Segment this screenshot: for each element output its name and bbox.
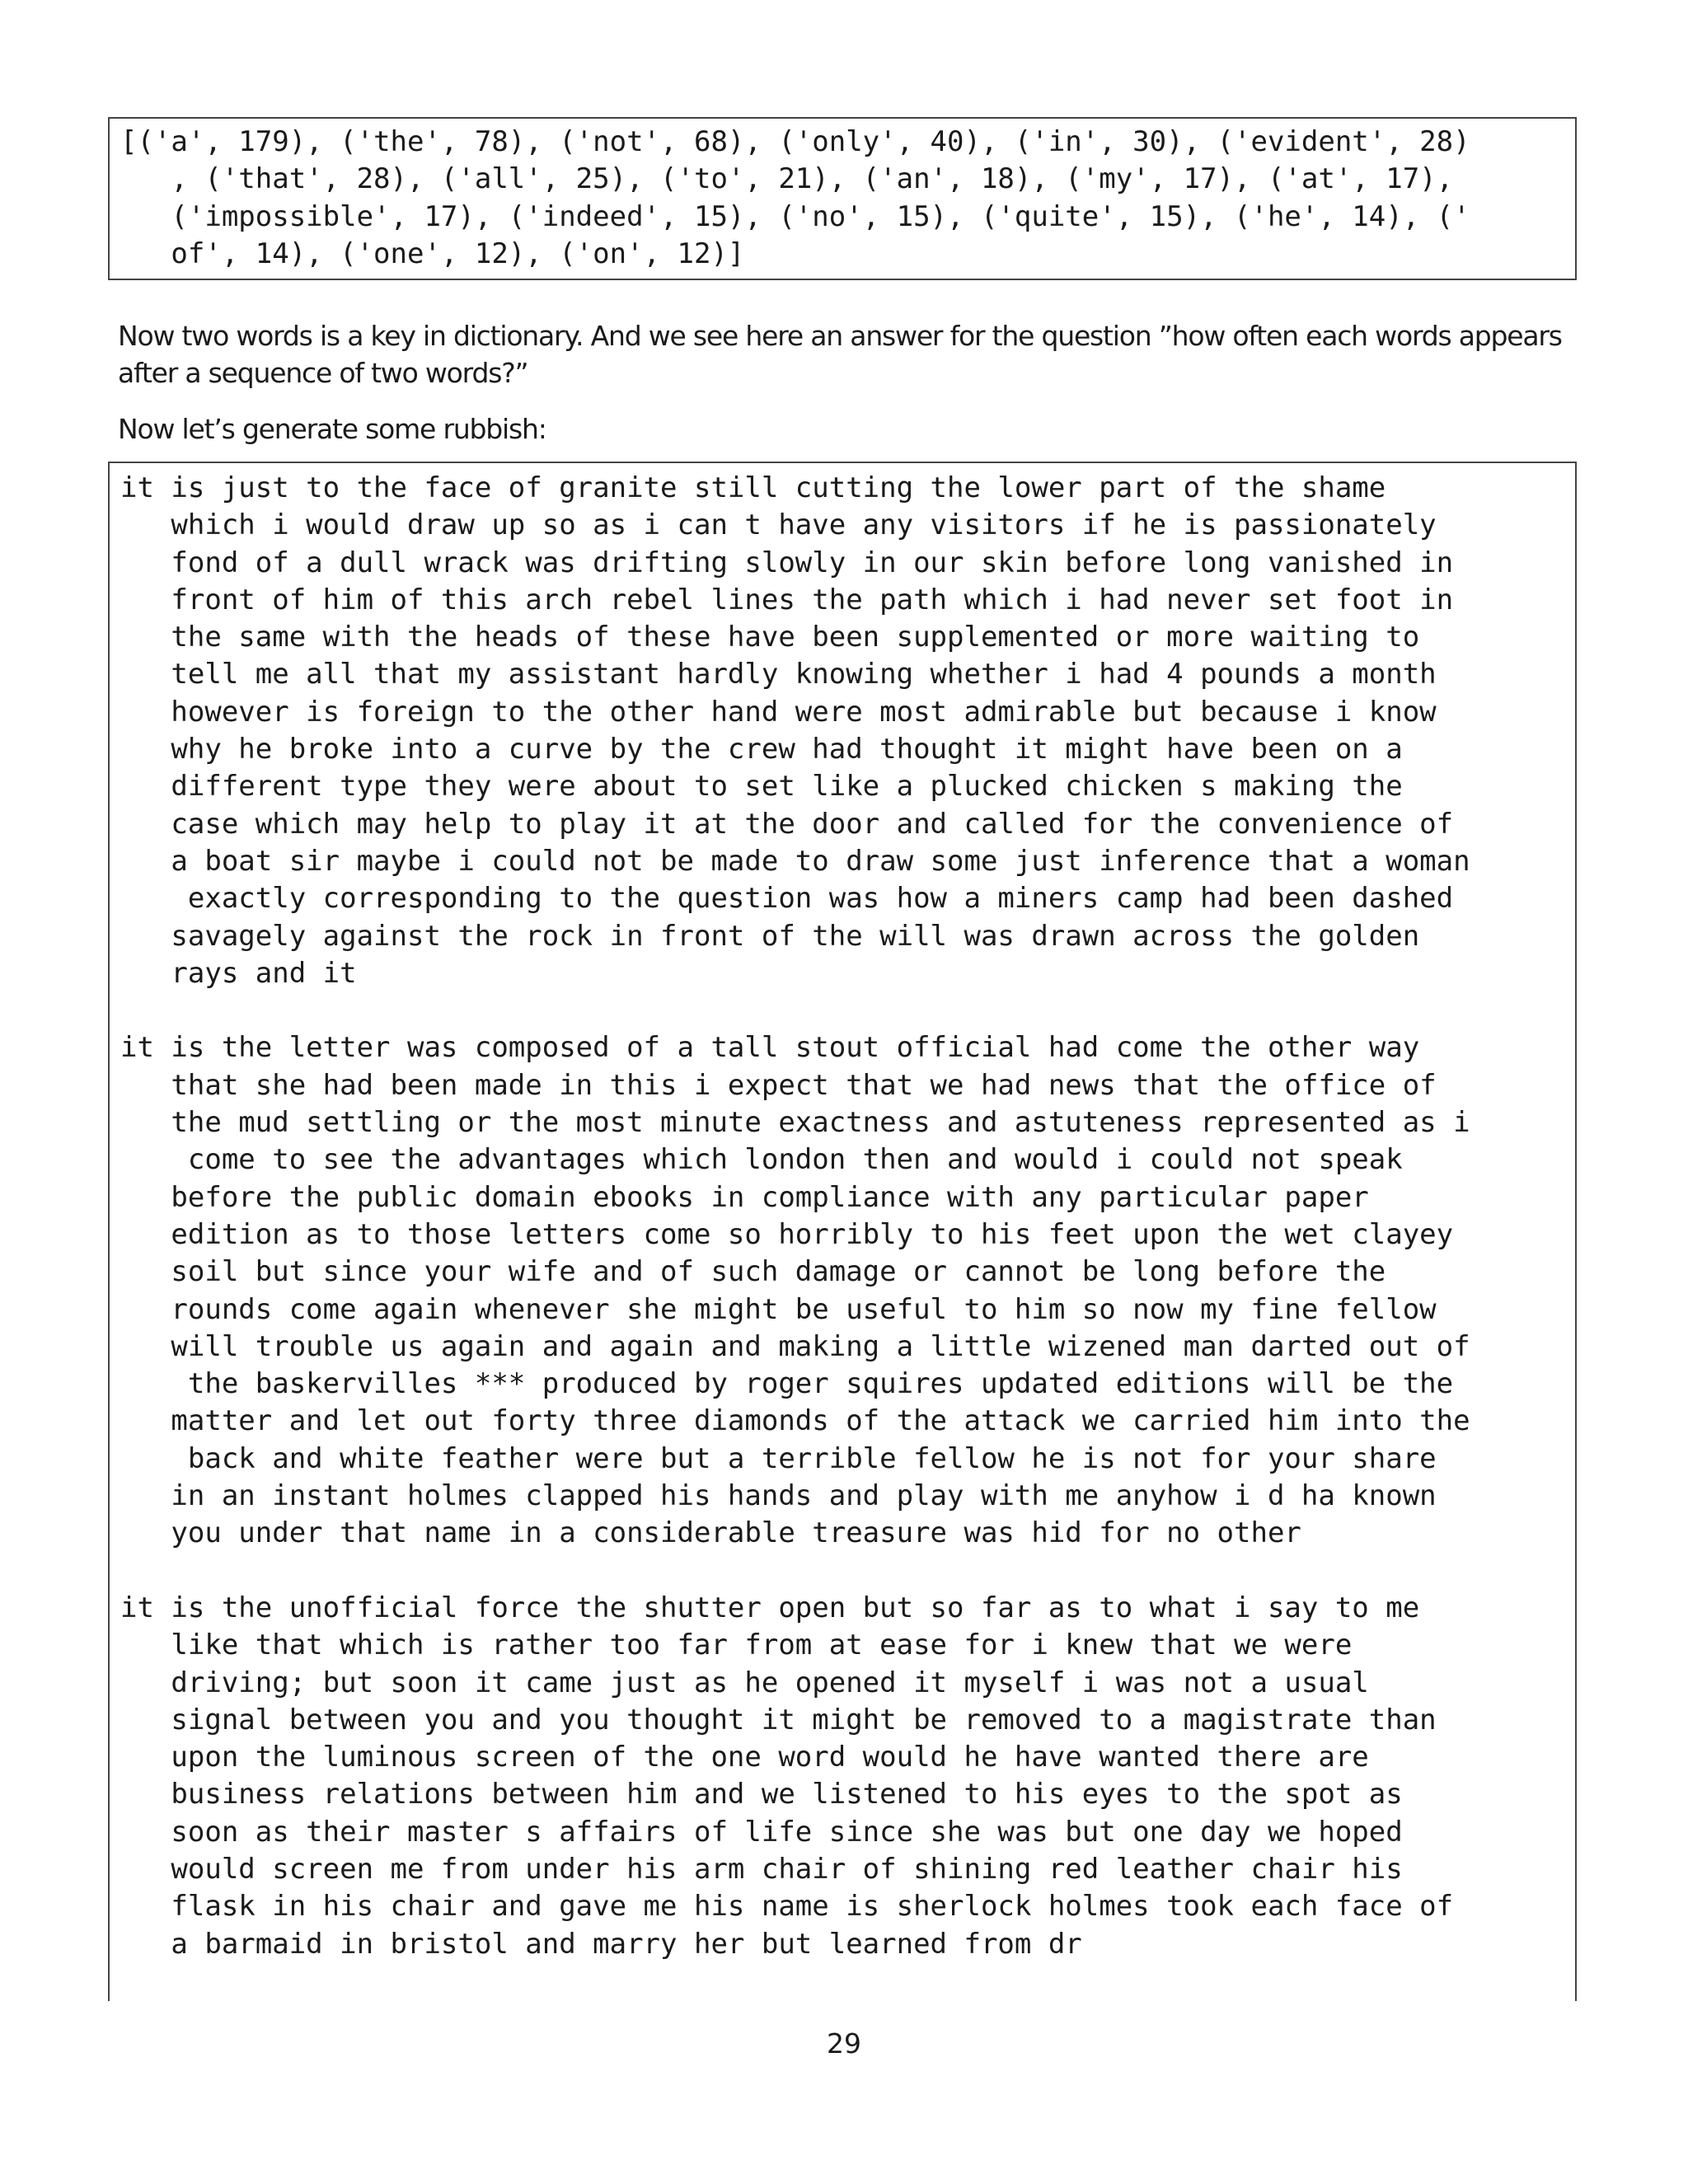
page-number: 29 [827, 2027, 861, 2060]
code-line: front of him of this arch rebel lines the path which i had never set foot in [120, 583, 1454, 616]
code-line: soon as their master s affairs of life since she was but one day we hoped [120, 1815, 1403, 1849]
code-line: flask in his chair and gave me his name is sherlock holmes took each face of [120, 1890, 1454, 1924]
code-line: will trouble us again and again and making a little wizened man darted out of [120, 1329, 1470, 1363]
code-line: upon the luminous screen of the one word would he have wanted there are [120, 1741, 1369, 1774]
body-paragraph: Now two words is a key in dictionary. And we see here an answer for the question ”how often each words appears after a sequence of two words?” [118, 320, 1562, 389]
paragraph-gap [120, 1553, 1575, 1590]
code-line: that she had been made in this i expect that we had news that the office of [120, 1068, 1437, 1102]
code-line: case which may help to play it at the door and called for the convenience of [120, 807, 1454, 841]
code-line: however is foreign to the other hand were most admirable but because i know [120, 695, 1437, 729]
code-line: edition as to those letters come so horribly to his feet upon the wet clayey [120, 1217, 1454, 1251]
code-line: of', 14), ('one', 12), ('on', 12)] [120, 237, 745, 270]
code-line: soil but since your wife and of such damage or cannot be long before the [120, 1255, 1386, 1289]
code-line: in an instant holmes clapped his hands and play with me anyhow i d ha known [120, 1479, 1437, 1513]
code-line: signal between you and you thought it might be removed to a magistrate than [120, 1703, 1437, 1736]
code-line: [('a', 179), ('the', 78), ('not', 68), ('only', 40), ('in', 30), ('evident', 28) [120, 125, 1470, 158]
code-line: ('impossible', 17), ('indeed', 15), ('no', 15), ('quite', 15), ('he', 14), (' [120, 199, 1470, 233]
code-line: like that which is rather too far from at ease for i knew that we were [120, 1629, 1353, 1662]
code-line: why he broke into a curve by the crew had thought it might have been on a [120, 733, 1403, 766]
code-line: different type they were about to set like a plucked chicken s making the [120, 770, 1403, 804]
code-line: matter and let out forty three diamonds of the attack we carried him into the [120, 1404, 1470, 1438]
code-line: business relations between him and we listened to his eyes to the spot as [120, 1778, 1403, 1811]
code-line: it is the unofficial force the shutter open but so far as to what i say to me [120, 1591, 1420, 1624]
code-line: back and white feather were but a terrible fellow he is not for your share [120, 1441, 1437, 1475]
code-line: exactly corresponding to the question was how a miners camp had been dashed [120, 882, 1454, 916]
paragraph-gap [120, 992, 1575, 1029]
code-line: you under that name in a considerable treasure was hid for no other [120, 1516, 1301, 1550]
code-line: rounds come again whenever she might be useful to him so now my fine fellow [120, 1292, 1437, 1326]
code-line: which i would draw up so as i can t have any visitors if he is passionately [120, 509, 1437, 542]
code-line: rays and it [120, 956, 357, 990]
code-line: before the public domain ebooks in compliance with any particular paper [120, 1180, 1369, 1214]
code-line: it is the letter was composed of a tall stout official had come the other way [120, 1031, 1420, 1065]
code-line: the mud settling or the most minute exactness and astuteness represented as i [120, 1106, 1470, 1140]
code-line: driving; but soon it came just as he opened it myself i was not a usual [120, 1666, 1369, 1699]
generated-paragraph [120, 470, 1575, 992]
code-line: fond of a dull wrack was drifting slowly in our skin before long vanished in [120, 546, 1454, 579]
code-line: it is just to the face of granite still cutting the lower part of the shame [120, 471, 1386, 504]
code-block-generated-text [108, 462, 1577, 2001]
generated-paragraph [120, 1590, 1575, 1963]
code-line: the baskervilles *** produced by roger squires updated editions will be the [120, 1367, 1454, 1401]
code-line: a barmaid in bristol and marry her but learned from dr [120, 1927, 1082, 1961]
code-line: savagely against the rock in front of the will was drawn across the golden [120, 919, 1420, 953]
code-line: a boat sir maybe i could not be made to draw some just inference that a woman [120, 844, 1470, 878]
code-line: come to see the advantages which london then and would i could not speak [120, 1143, 1403, 1177]
code-line: tell me all that my assistant hardly knowing whether i had 4 pounds a month [120, 658, 1437, 691]
code-line: the same with the heads of these have been supplemented or more waiting to [120, 621, 1420, 654]
code-line: would screen me from under his arm chair of shining red leather chair his [120, 1852, 1403, 1886]
code-block-word-frequencies [108, 117, 1577, 280]
code-line: , ('that', 28), ('all', 25), ('to', 21), ('an', 18), ('my', 17), ('at', 17), [120, 162, 1454, 196]
body-paragraph: Now let’s generate some rubbish: [118, 413, 546, 445]
generated-paragraph [120, 1029, 1575, 1552]
